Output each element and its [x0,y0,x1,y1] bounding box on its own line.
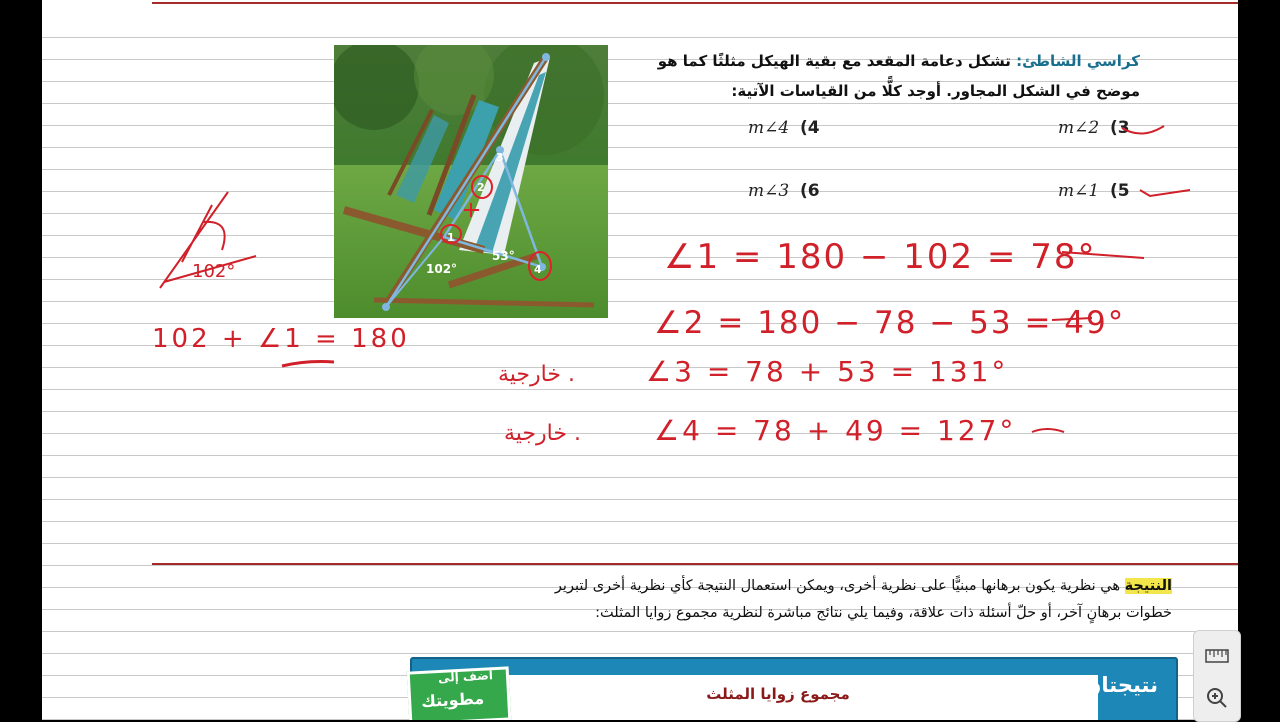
marker-4: 4 [534,263,542,276]
item-6: m∠3 (6 [748,181,820,201]
angle-label-102: 102° [426,262,458,276]
work-line-2: ∠2 = 180 − 78 − 53 = 49° [654,305,1126,341]
marker-3: 3 [496,151,504,164]
foldable-badge [407,666,512,720]
paragraph-line-2: خطوات برهانٍ آخر، أو حلّ أسئلة ذات علاقة، وفيما يلي نتائج مباشرة لنظرية مجموع زوايا المثلث: [595,605,1172,621]
foldable-big-text: مطويتك [420,688,485,711]
beach-chair-photo [334,45,608,318]
marker-1: 1 [447,231,455,244]
angle-label-53: 53° [492,249,515,263]
corollaries-label: نتيجتان [1083,673,1158,697]
note-exterior-3: خارجية . [498,362,575,387]
corollaries-box-title: مجموع زوايا المثلث [706,685,850,703]
middle-divider [152,563,1238,565]
corollary-highlight: النتيجة [1124,578,1172,594]
question-line-2: موضح في الشكل المجاور. أوجد كلًّا من القياسات الآتية: [731,82,1140,100]
foldable-small-text: أضف إلى [437,668,494,686]
item-4: m∠4 (4 [748,118,820,138]
item-3: m∠2 (3 [1058,118,1130,138]
paragraph-line-1: هي نظرية يكون برهانها مبنيًّا على نظرية أخرى، ويمكن استعمال النتيجة كأي نظرية أخرى لتبرير [554,578,1125,594]
top-divider [152,2,1238,4]
question-line-1: تشكل دعامة المقعد مع بقية الهيكل مثلثًا كما هو [657,52,1011,70]
notebook-page [42,0,1238,720]
ruler-icon[interactable] [1202,641,1232,671]
marker-2: 2 [477,181,485,194]
note-exterior-4: خارجية . [504,421,581,446]
work-line-4: ∠4 = 78 + 49 = 127° [654,414,1017,447]
corollaries-box [410,657,1178,720]
work-line-3: ∠3 = 78 + 53 = 131° [646,355,1009,388]
viewer-toolbar [1193,630,1241,722]
question-text [620,46,1140,106]
question-title: كراسي الشاطئ: [1016,52,1140,70]
side-angle-note: 102° [192,261,236,282]
corollaries-box-body [458,675,1098,720]
item-5: m∠1 (5 [1058,181,1130,201]
work-line-1: ∠1 = 180 − 102 = 78° [664,237,1097,277]
corollary-paragraph [472,573,1172,627]
zoom-in-icon[interactable] [1202,683,1232,713]
side-equation: 102 + ∠1 = 180 [152,324,410,354]
